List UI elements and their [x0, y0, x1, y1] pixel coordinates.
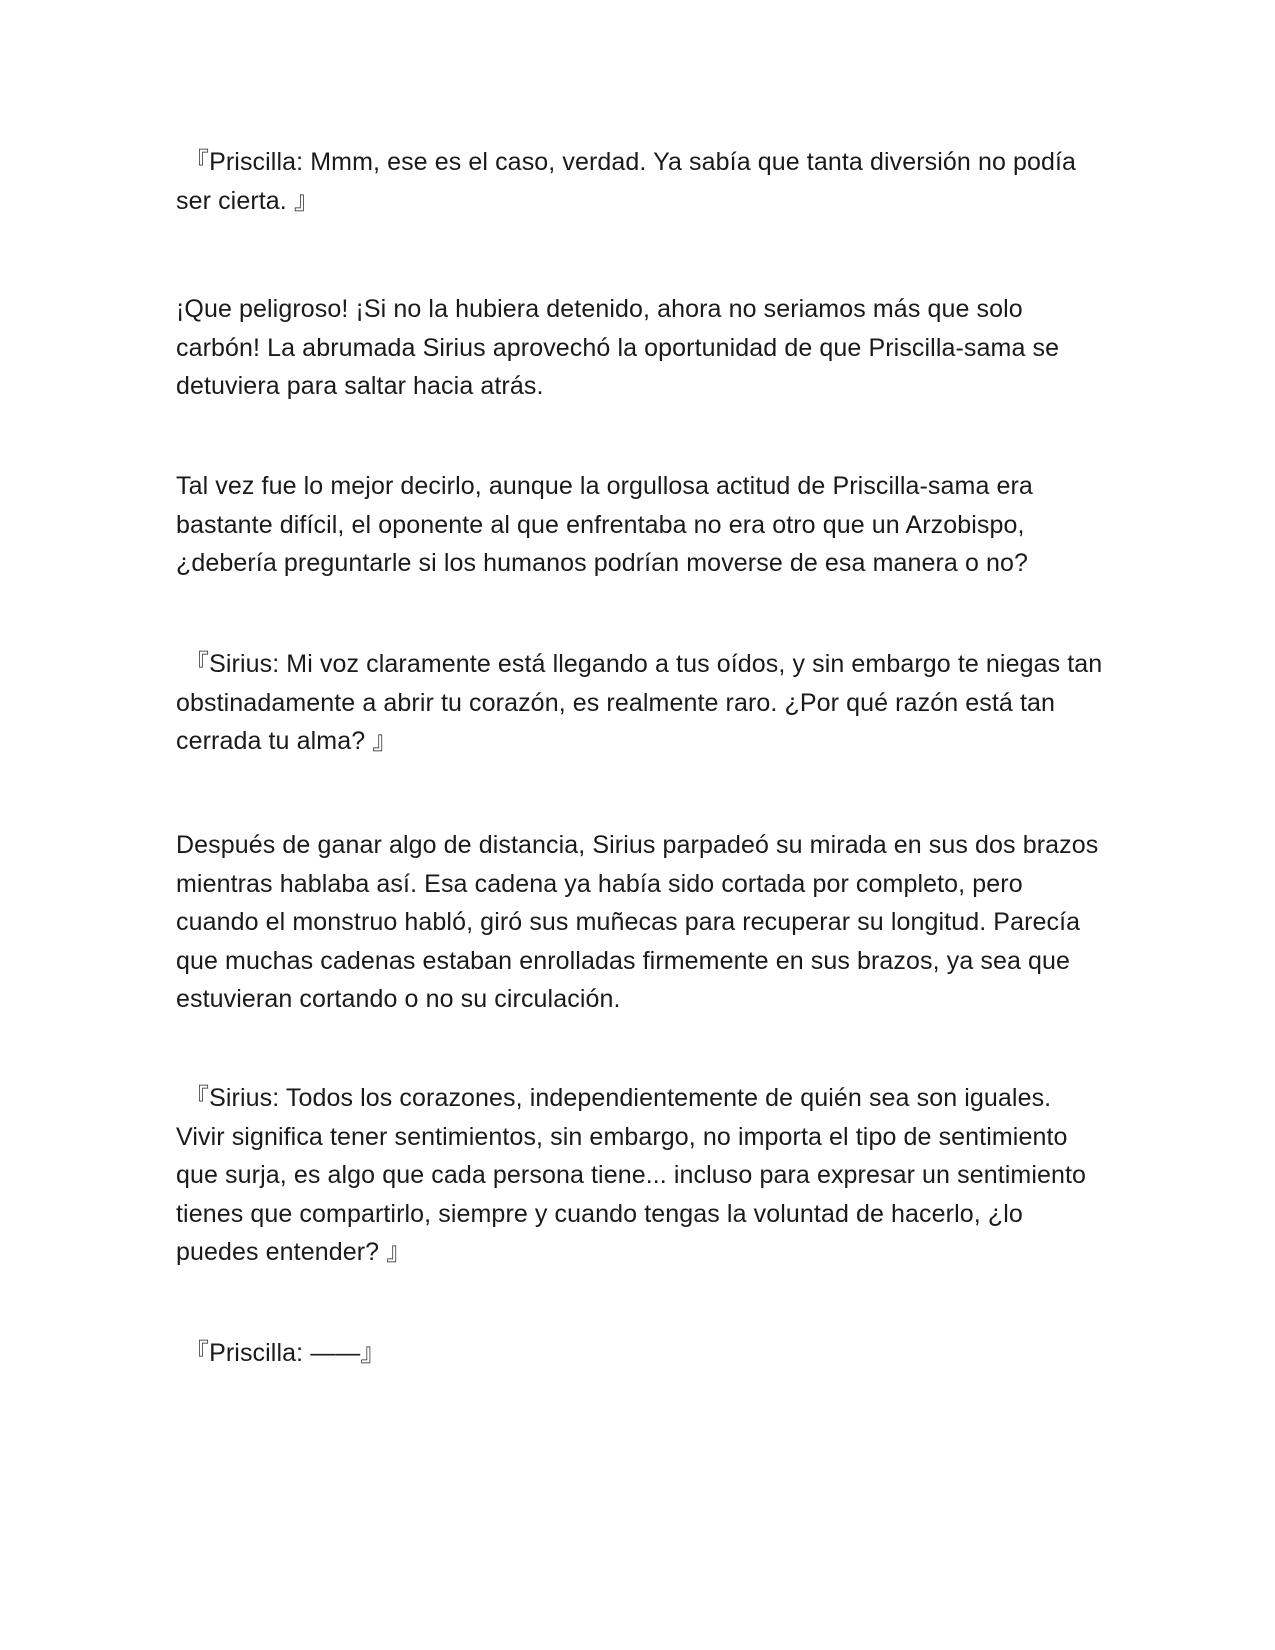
- paragraph-narration-2: Tal vez fue lo mejor decirlo, aunque la orgullosa actitud de Priscilla-sama era bastante difícil, el oponente al que enfrentaba no era otro que un Arzobispo, ¿debería preguntarle si los humanos podrían moverse de esa manera o no?: [176, 472, 1033, 577]
- paragraph-sirius-line-2: 『Sirius: Todos los corazones, independientemente de quién sea son iguales. Vivir significa tener sentimientos, sin embargo, no importa el tipo de sentimiento que surja, es algo que cada persona tiene... incluso para expresar un sentimiento tienes que compartirlo, siempre y cuando tengas la voluntad de hacerlo, ¿lo puedes entender? 』: [176, 1084, 1087, 1266]
- paragraph-priscilla-line-1: 『Priscilla: Mmm, ese es el caso, verdad. Ya sabía que tanta diversión no podía ser cierta. 』: [176, 148, 1077, 215]
- paragraph-narration-1: ¡Que peligroso! ¡Si no la hubiera detenido, ahora no seriamos más que solo carbón! La abrumada Sirius aprovechó la oportunidad de que Priscilla-sama se detuviera para saltar hacia atrás.: [176, 295, 1060, 400]
- paragraph-priscilla-line-2: 『Priscilla: ——』: [184, 1339, 386, 1367]
- paragraph-sirius-line-1: 『Sirius: Mi voz claramente está llegando a tus oídos, y sin embargo te niegas tan obstinadamente a abrir tu corazón, es realmente raro. ¿Por qué razón está tan cerrada tu alma? 』: [176, 650, 1103, 755]
- paragraph-narration-3: Después de ganar algo de distancia, Sirius parpadeó su mirada en sus dos brazos mientras hablaba así. Esa cadena ya había sido cortada por completo, pero cuando el monstruo habló, giró sus muñecas para recuperar su longitud. Parecía que muchas cadenas estaban enrolladas firmemente en sus brazos, ya sea que estuvieran cortando o no su circulación.: [176, 831, 1099, 1013]
